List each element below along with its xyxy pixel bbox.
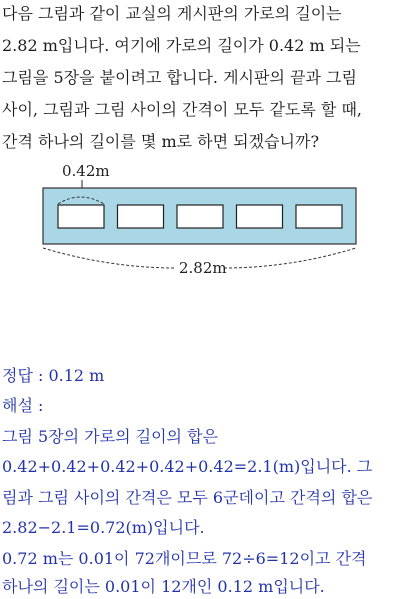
picture-rect — [58, 205, 104, 228]
bulletin-board-figure — [0, 160, 400, 285]
explanation-line: 0.72 m는 0.01이 72개이므로 72÷6=12이고 간격 — [2, 549, 367, 568]
question-line: 다음 그림과 같이 교실의 게시판의 가로의 길이는 — [2, 4, 342, 23]
picture-rect — [177, 205, 223, 228]
board-width-label: 2.82m — [179, 259, 227, 277]
explanation-line: 림과 그림 사이의 간격은 모두 6군데이고 간격의 합은 — [2, 488, 373, 507]
board-width-brace-left — [43, 248, 176, 268]
board-width-brace-right — [224, 248, 356, 268]
question-line: 그림을 5장을 붙이려고 합니다. 게시판의 끝과 그림 — [2, 68, 357, 87]
pictures-group — [58, 205, 342, 228]
explanation-line: 하나의 길이는 0.01이 12개인 0.12 m입니다. — [2, 577, 325, 596]
question-line: 사이, 그림과 그림 사이의 간격이 모두 같도록 할 때, — [2, 100, 362, 119]
explanation-line: 0.42+0.42+0.42+0.42+0.42=2.1(m)입니다. 그 — [2, 457, 373, 476]
question-line: 2.82 m입니다. 여기에 가로의 길이가 0.42 m 되는 — [2, 36, 361, 55]
question-line: 간격 하나의 길이를 몇 m로 하면 되겠습니까? — [2, 132, 320, 151]
picture-width-label: 0.42m — [62, 162, 110, 180]
picture-rect — [237, 205, 283, 228]
picture-rect — [118, 205, 164, 228]
explanation-line: 그림 5장의 가로의 길이의 합은 — [2, 427, 218, 446]
explanation-heading: 해설 : — [2, 396, 44, 415]
answer-line: 정답 : 0.12 m — [2, 366, 105, 385]
explanation-line: 2.82−2.1=0.72(m)입니다. — [2, 518, 205, 537]
picture-rect — [296, 205, 342, 228]
